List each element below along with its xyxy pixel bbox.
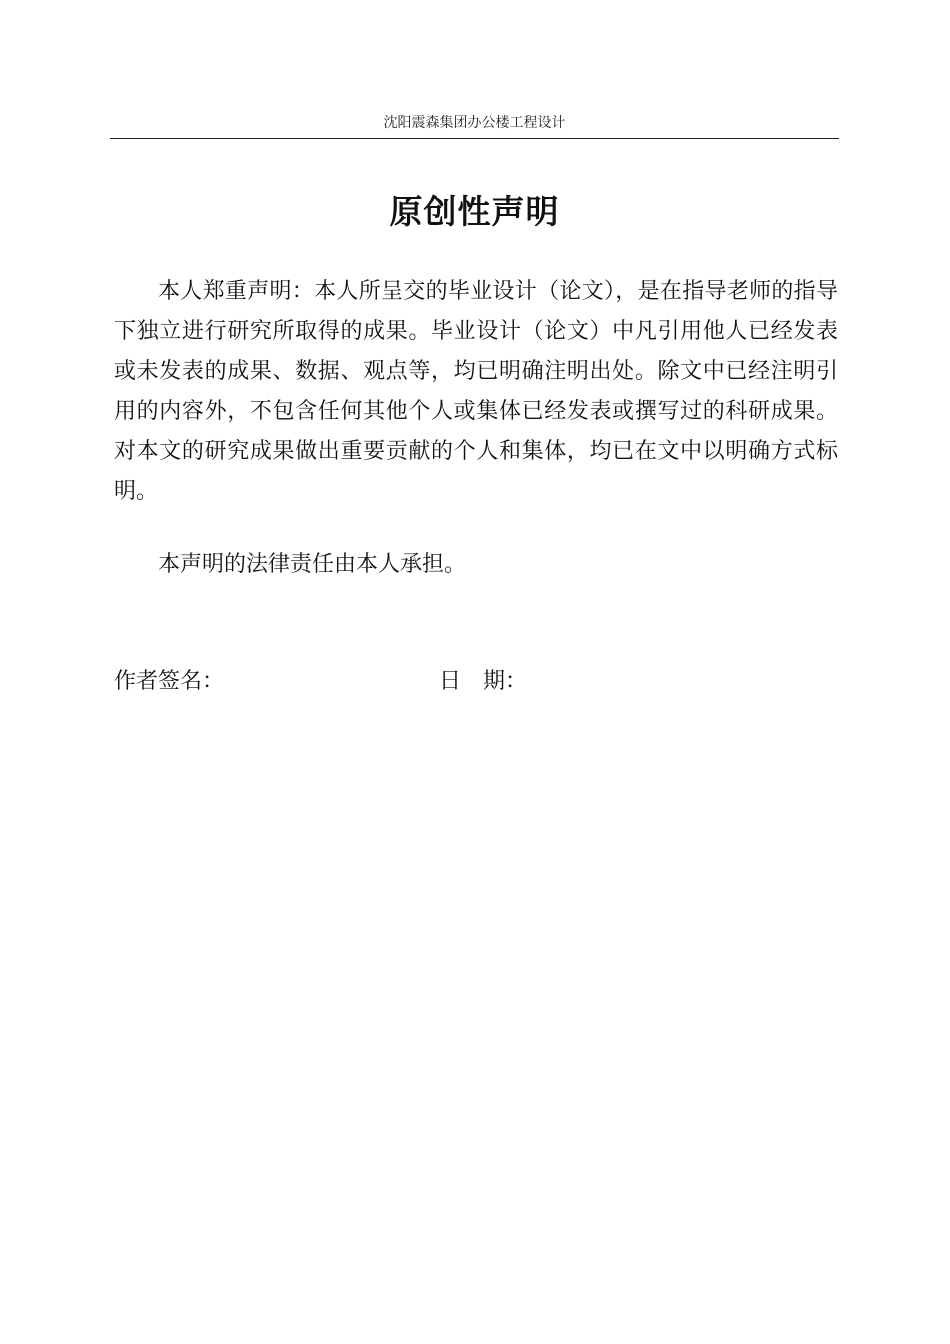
declaration-paragraph: 本人郑重声明：本人所呈交的毕业设计（论文），是在指导老师的指导下独立进行研究所取得的成果。毕业设计（论文）中凡引用他人已经发表或未发表的成果、数据、观点等，均已明确注明出处。除文中已经注明引用的内容外，不包含任何其他个人或集体已经发表或撰写过的科研成果。对本文的研究成果做出重要贡献的个人和集体，均已在文中以明确方式标明。 (114, 279, 838, 504)
liability-paragraph: 本声明的法律责任由本人承担。 (158, 552, 467, 577)
author-signature-label: 作者签名： (114, 669, 225, 694)
page-title: 原创性声明 (389, 192, 560, 231)
page-header (110, 112, 839, 139)
running-title: 沈阳震森集团办公楼工程设计 (383, 115, 566, 131)
signature-row (114, 662, 838, 702)
date-label: 日 期： (439, 669, 528, 694)
